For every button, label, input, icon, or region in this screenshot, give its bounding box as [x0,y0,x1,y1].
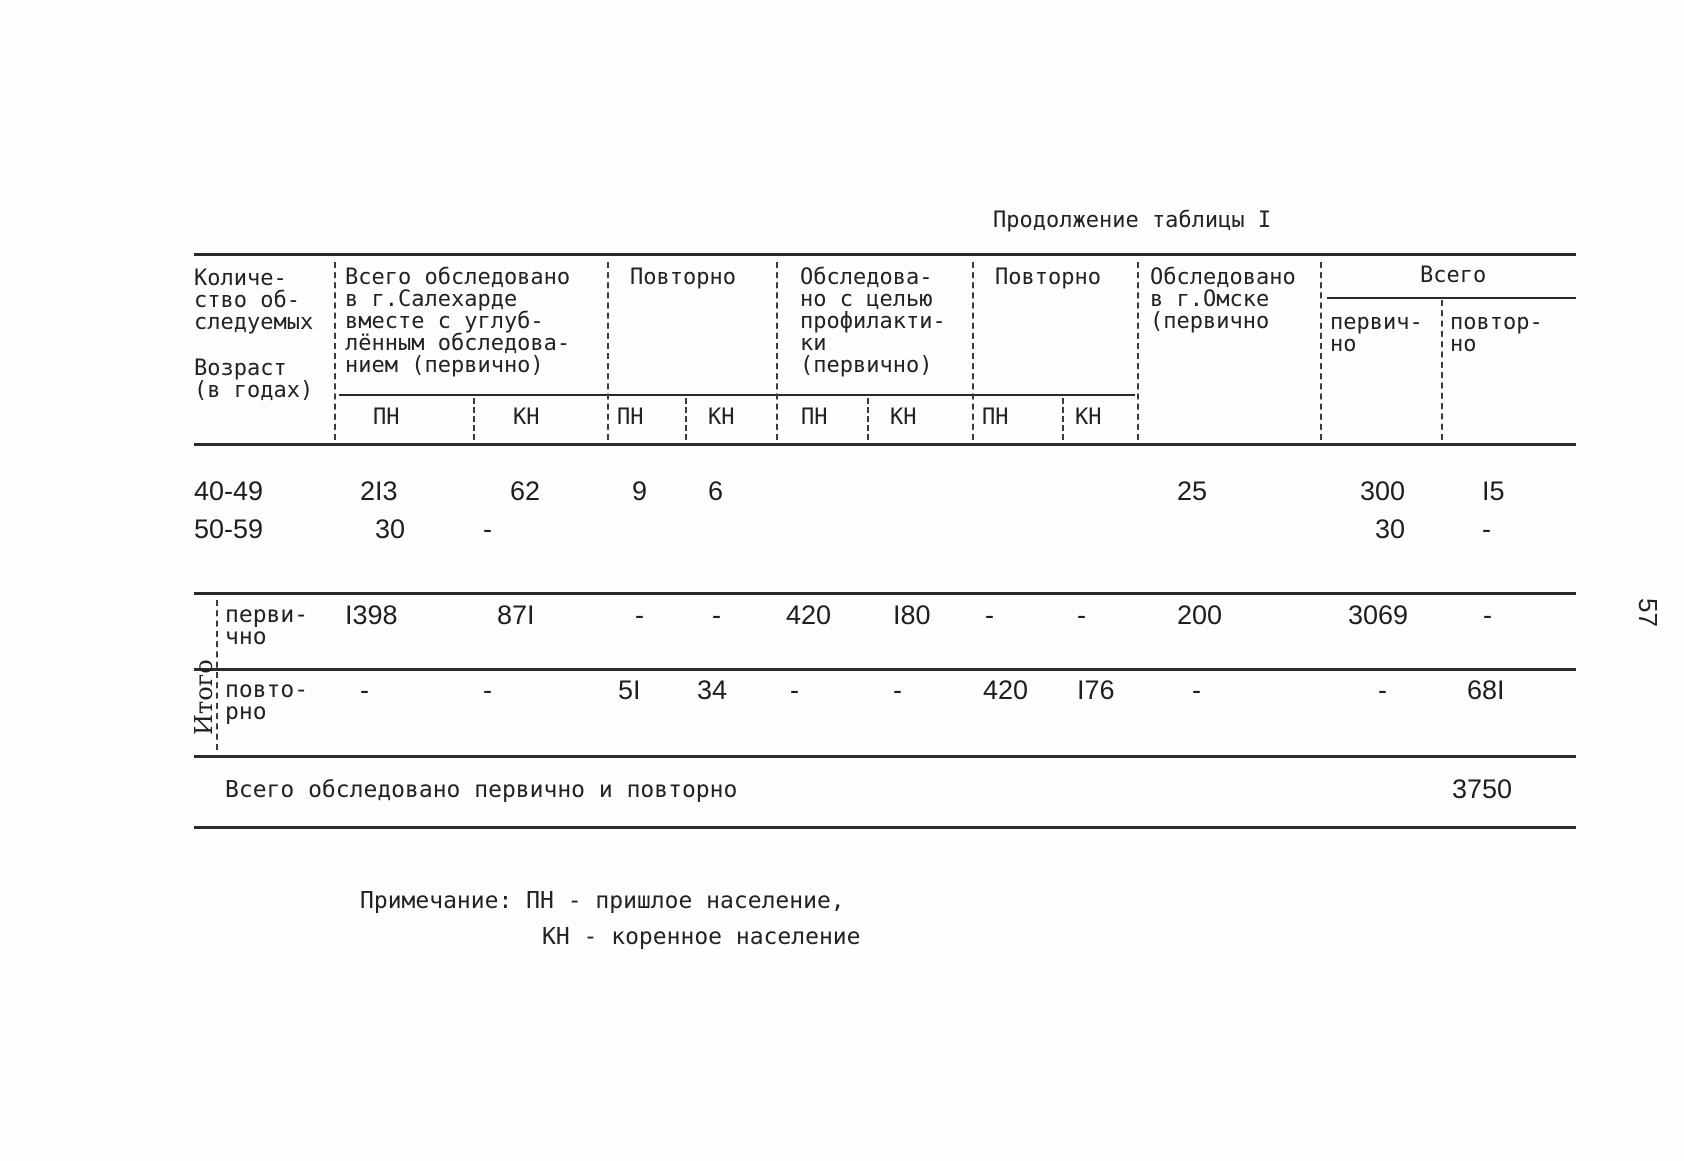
data-cell: 34 [697,675,728,705]
itogo-primary-label: перви- чно [225,602,309,650]
sub-separator [473,398,475,440]
data-cell: - [893,675,902,705]
data-cell: - [360,675,369,705]
data-cell: - [1192,675,1201,705]
header-col6: Всего [1420,263,1487,288]
note-line-2: КН - коренное население [542,924,861,950]
table-bottom-rule [194,826,1576,829]
sub-separator [1062,398,1064,440]
data-cell: 62 [510,476,541,506]
sub-separator [867,398,869,440]
col-separator [1137,262,1139,440]
data-cell: I5 [1482,476,1505,506]
data-cell: - [635,600,644,630]
itogo-bottom-rule [194,755,1576,758]
header-kn: КН [513,405,540,430]
header-col0-top: Количе- ство об- следуемых [194,266,314,335]
header-pn: ПН [373,405,400,430]
data-cell: 30 [1375,514,1406,544]
header-col5: Обследовано в г.Омске (первично [1150,265,1296,334]
header-col3: Обследова- но с целью профилакти- ки (первично) [800,265,946,378]
age-cell: 50-59 [194,514,264,544]
data-cell: 300 [1360,476,1406,506]
data-cell: - [790,675,799,705]
note-line-1: Примечание: ПН - пришлое население, [360,888,845,914]
header-col0-bottom: Возраст (в годах) [194,356,314,403]
col-separator [607,262,609,440]
table-caption: Продолжение таблицы I [993,208,1272,233]
header-col2: Повторно [630,265,736,290]
data-cell: 6 [708,476,724,506]
col-separator [334,262,336,440]
data-cell: 420 [786,600,832,630]
header-kn: КН [1075,405,1102,430]
data-cell: - [985,600,994,630]
total-label: Всего обследовано первично и повторно [225,777,738,803]
data-cell: I398 [345,600,398,630]
data-cell: - [1378,675,1387,705]
data-cell: 87I [497,600,535,630]
data-cell: - [483,675,492,705]
data-cell: 200 [1177,600,1223,630]
header-kn: КН [890,405,917,430]
header-kn: КН [708,405,735,430]
col-separator [972,262,974,440]
col-separator [776,262,778,440]
header-col6-repeat: повтор- но [1450,310,1543,357]
data-cell: - [1483,600,1492,630]
subheader-rule [339,394,1135,396]
sub-separator [685,398,687,440]
itogo-repeat-label: повто- рно [225,677,309,725]
total-subheader-rule [1327,297,1576,299]
data-cell: 68I [1467,675,1505,705]
data-cell: 420 [983,675,1029,705]
data-cell: - [712,600,721,630]
data-cell: 25 [1177,476,1208,506]
data-cell: 2I3 [360,476,398,506]
rows-bottom-rule [194,592,1576,595]
total-value: 3750 [1452,774,1513,804]
header-bottom-rule [194,443,1576,446]
header-col4: Повторно [995,265,1101,290]
header-pn: ПН [801,405,828,430]
itogo-mid-rule [194,668,1576,671]
itogo-separator [216,600,218,750]
data-cell: 30 [375,514,406,544]
table-top-rule [194,253,1576,256]
age-cell: 40-49 [194,476,264,506]
header-pn: ПН [617,405,644,430]
data-cell: 3069 [1348,600,1409,630]
header-pn: ПН [982,405,1009,430]
col-separator [1320,262,1322,440]
itogo-label: Итого [190,659,218,735]
data-cell: I76 [1077,675,1115,705]
data-cell: - [1482,514,1491,544]
page-number: 57 [1633,598,1663,627]
data-cell: 5I [618,675,641,705]
data-cell: 9 [632,476,648,506]
header-col1: Всего обследовано в г.Салехарде вместе с углуб- лённым обследова- нием (первично) [345,265,571,378]
data-cell: I80 [893,600,931,630]
data-cell: - [483,514,492,544]
data-cell: - [1077,600,1086,630]
header-col6-primary: первич- но [1330,310,1423,357]
col-separator [1441,300,1443,440]
